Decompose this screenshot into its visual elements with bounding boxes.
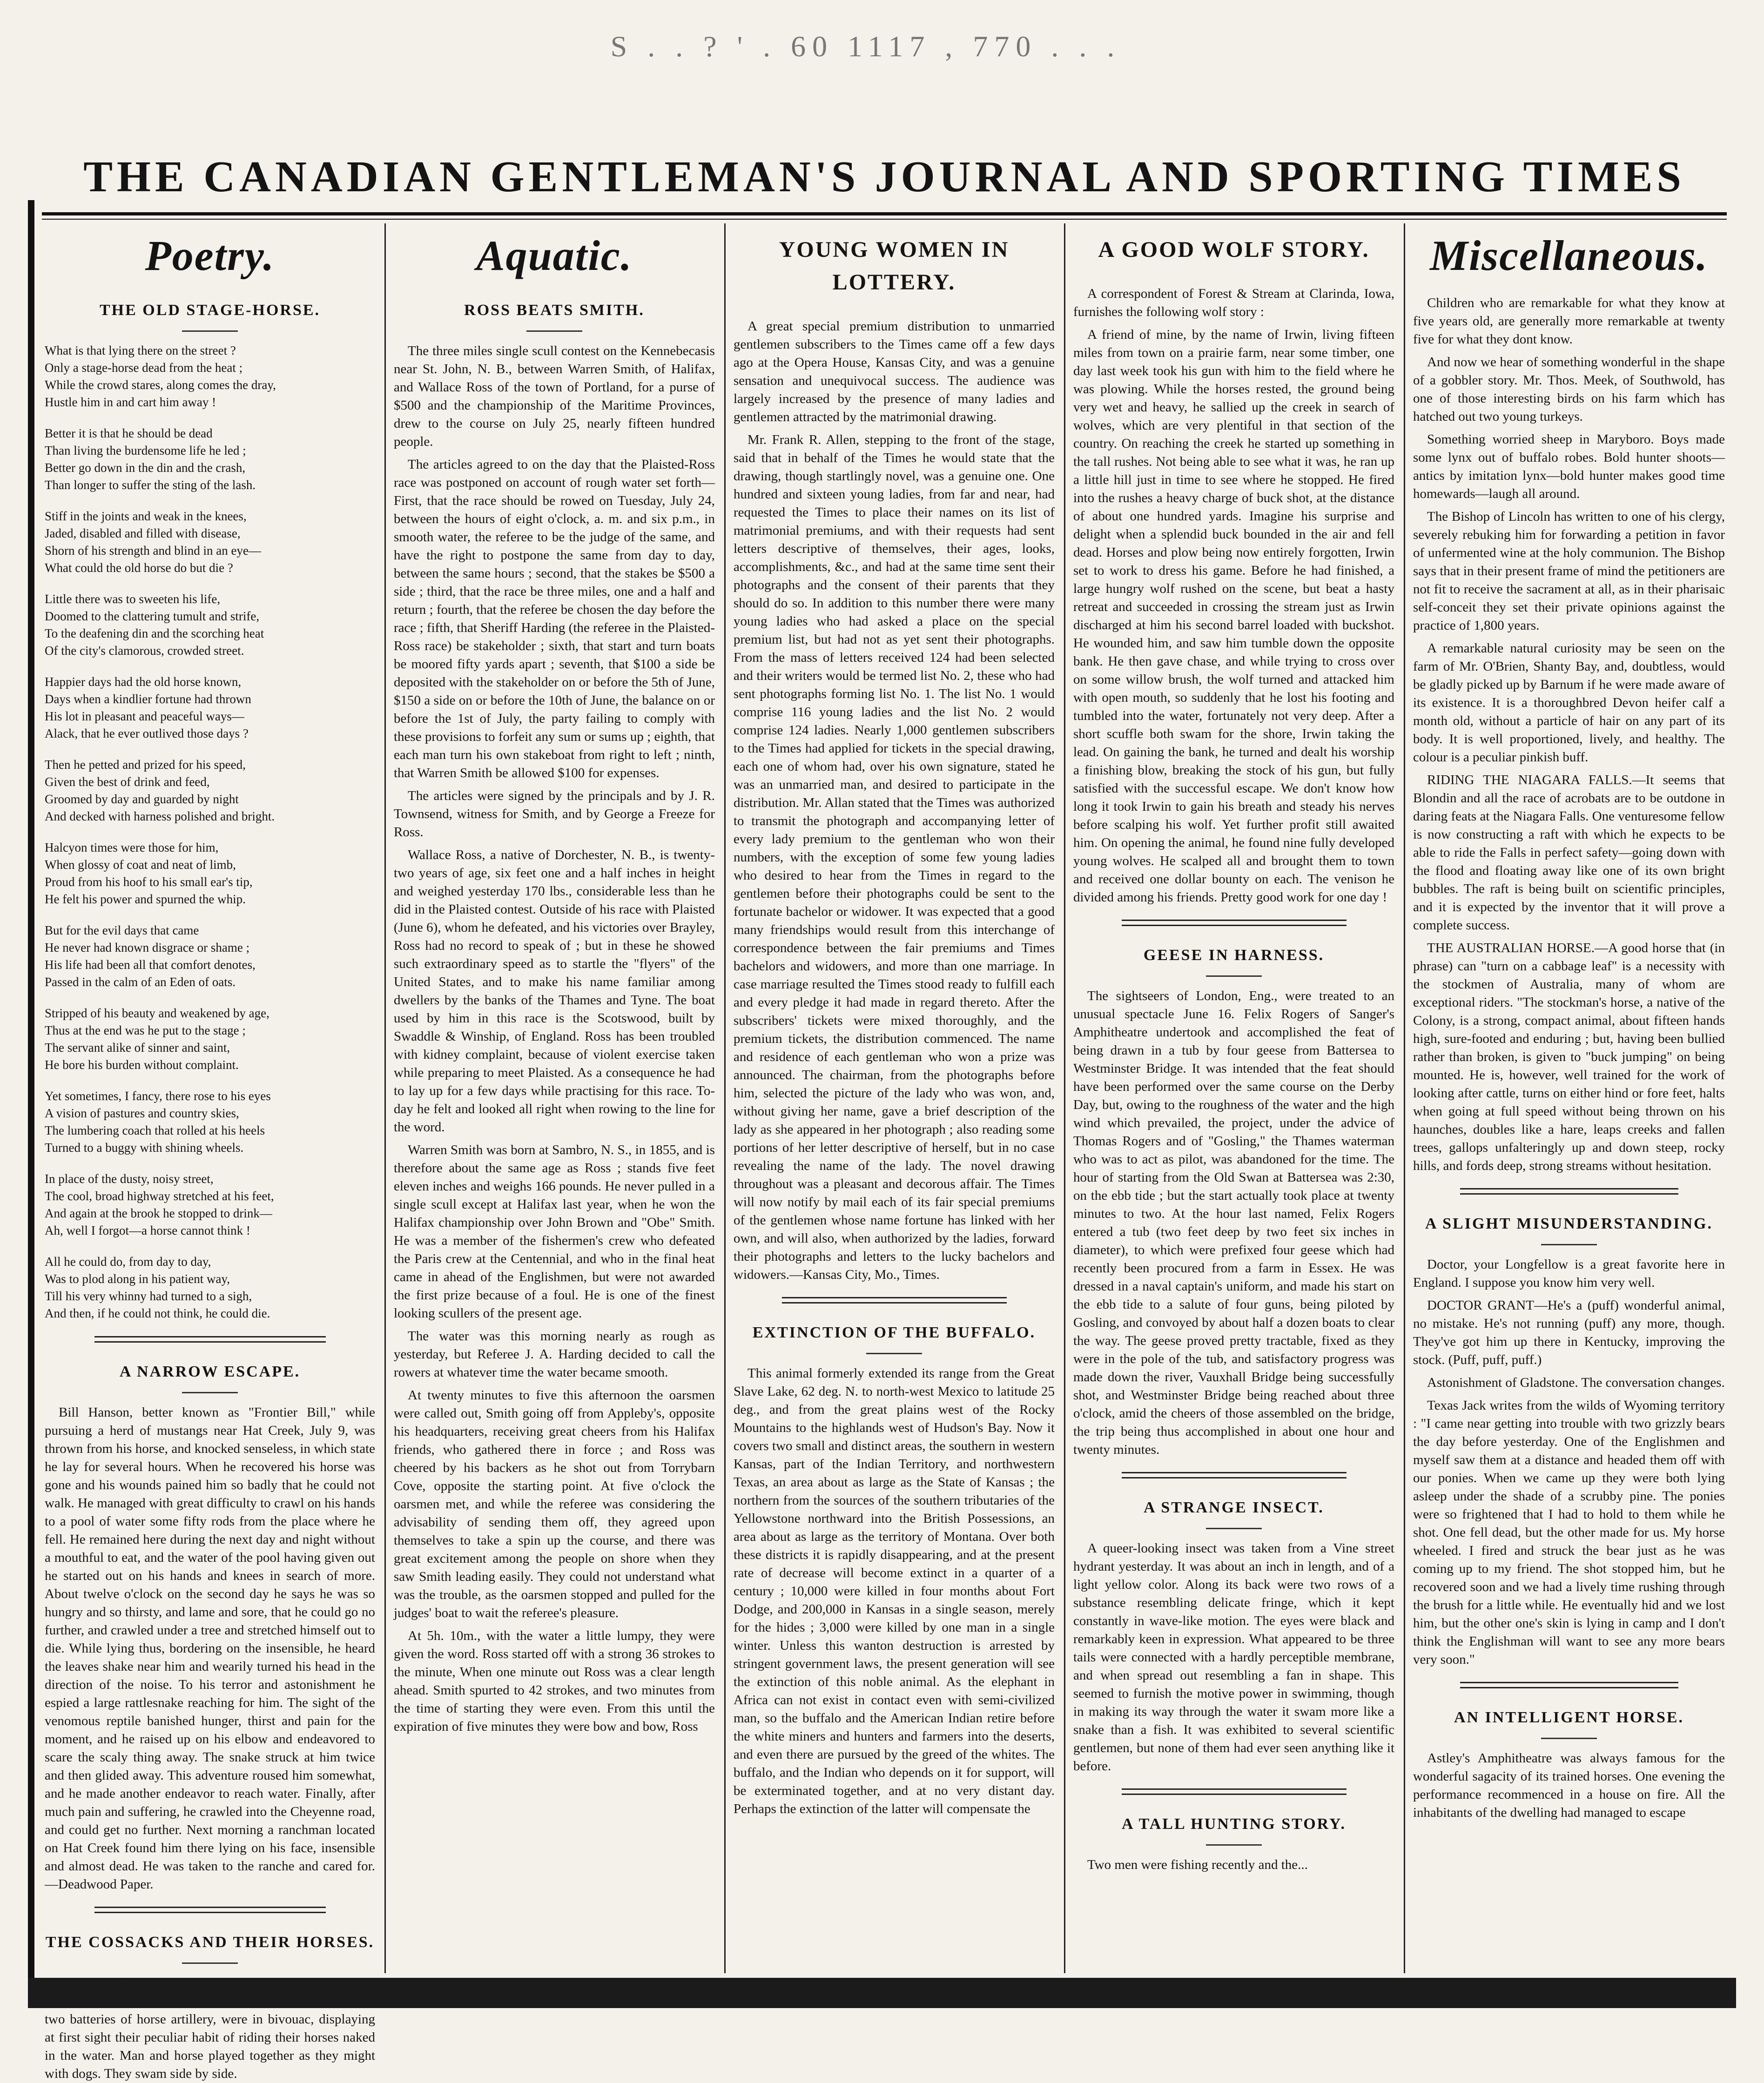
paragraph: A queer-looking insect was taken from a Vine street hydrant yesterday. It was about an inch in length, and of a light yellow color. Along its back were two rows of a substance resembling delicate fringe, which it kept constantly in wave-like motion. The eyes were black and remarkably keen in expression. What appeared to be three tails were connected with a hardly perceptible membrane, and when spread out resembling a fan in shape. This seemed to furnish the motive power in swimming, though in making its way through the water it swam more like a snake than a fish. It was exhibited to several scientific gentlemen, but none of them had ever seen anything like it before. (1073, 1541, 1394, 1774)
poem-line: And then, if he could not think, he could die. (45, 1306, 270, 1320)
article-separator (782, 1297, 1007, 1304)
paragraph: Texas Jack writes from the wilds of Wyoming territory : "I came near getting into trouble with two grizzly bears the day before yesterday. One of the Englishmen and myself saw them at a distance and headed them off with our ponies. When we came up they were both lying asleep under the shade of a scrubby pine. The ponies were so frightened that I had to hold to them while he shot. One fell dead, but the other made for us. My horse wheeled. I fired and struck the bear just as he was coming up to my friend. The shot stopped him, but he recovered soon and we had a lively time rushing through the brush for a little while. He eventually hid and we lost him, but the other one's skin is lying in camp and I don't think the Englishman will want to see any more bears very soon." (1413, 1398, 1725, 1667)
article-separator (1460, 1682, 1678, 1688)
masthead-rule-thin (42, 219, 1727, 220)
poem-line: Of the city's clamorous, crowded street. (45, 644, 244, 658)
paragraph: A great special premium distribution to unmarried gentlemen subscribers to the Times came off a few days ago at the Opera House, Kansas City, and was a genuine sensation and unequivocal success. The audience was largely increased by the presence of many ladies and gentlemen attracted by the matrimonial drawing. (734, 319, 1055, 424)
article-body (734, 1364, 1055, 1818)
article-body (1073, 285, 1394, 907)
poem-stanza (45, 591, 375, 659)
poem-line: While the crowd stares, along comes the dray, (45, 378, 276, 392)
article-separator (1122, 1472, 1347, 1478)
poem-title: THE OLD STAGE-HORSE. (99, 302, 321, 319)
poem-stanza (45, 342, 375, 411)
poem-line: Only a stage-horse dead from the heat ; (45, 361, 243, 375)
paragraph: Astley's Amphitheatre was always famous for the wonderful sagacity of its trained horses. One evening the performance recommenced in a house on fire. All the inhabitants of the dwelling had managed to escape (1413, 1751, 1725, 1820)
article-title: A NARROW ESCAPE. (119, 1363, 301, 1380)
article-body (394, 342, 715, 1736)
column-four (1073, 223, 1394, 1973)
poem-line: But for the evil days that came (45, 923, 199, 937)
poem-line: Doomed to the clattering tumult and strife, (45, 609, 260, 623)
paragraph: The sightseers of London, Eng., were treated to an unusual spectacle June 16. Felix Rogers of Sanger's Amphitheatre undertook and accomplished the feat of being drawn in a tub by four geese from Battersea to Westminster Bridge. It was intended that the feat should have been performed over the same course on the Derby Day, but, owing to the roughness of the water and the high wind which prevailed, the project, under the advice of Thomas Rogers and of "Gosling," the Thames waterman who was to act as pilot, was abandoned for the time. The hour of starting from the Old Swan at Battersea was 2:30, on the ebb tide ; but the start actually took place at twenty minutes to two. At the hour last named, Felix Rogers entered a tub (two feet deep by two feet six inches in diameter), to which were prefixed four geese which had recently been procured from a farm in Essex. He was dressed in a naval captain's uniform, and made his start on the ebb tide to a salute of four guns, being piloted by Gosling, and convoyed by about half a dozen boats to clear the way. The geese proved pretty tractable, fixed as they were in the pole of the tub, and satisfactory progress was made down the river, Vauxhall Bridge being successfully shot, and Westminster Bridge being reached about three o'clock, amid the cheers of those assembled on the bridge, the trip being thus accomplished in about one hour and twenty minutes. (1073, 988, 1394, 1457)
poem-stanza (45, 922, 375, 991)
article-body (45, 1404, 375, 1894)
poem-line: Till his very whinny had turned to a sigh, (45, 1289, 252, 1303)
poem-line: His life had been all that comfort denotes, (45, 958, 256, 972)
poem-line: Happier days had the old horse known, (45, 675, 242, 689)
poem-line: He never had known disgrace or shame ; (45, 941, 250, 954)
poem-stanza (45, 1088, 375, 1156)
poem-line: Better it is that he should be dead (45, 426, 213, 440)
article-body (1413, 294, 1725, 1175)
paragraph: And now we hear of something wonderful in the shape of a gobbler story. Mr. Thos. Meek, of Southwold, has one of those interesting birds on his farm which has hatched out two young turkeys. (1413, 355, 1725, 424)
paragraph: The three miles single scull contest on the Kennebecasis near St. John, N. B., between Warren Smith, of Halifax, and Wallace Ross of the town of Portland, for a purse of $500 and the championship of the Maritime Provinces, drew to the course on July 25, nearly fifteen hundred people. (394, 343, 715, 449)
poem-stanza (45, 839, 375, 908)
article-title: A SLIGHT MISUNDERSTANDING. (1425, 1215, 1713, 1232)
poem-stanza (45, 425, 375, 494)
poem-stanza (45, 508, 375, 577)
poem-line: The lumbering coach that rolled at his heels (45, 1123, 265, 1137)
poem-line: Yet sometimes, I fancy, there rose to his eyes (45, 1089, 271, 1103)
article-title: A TALL HUNTING STORY. (1122, 1815, 1346, 1833)
poem-line: What is that lying there on the street ? (45, 343, 236, 357)
poem-line: Better go down in the din and the crash, (45, 461, 246, 475)
title-rule (182, 1962, 238, 1964)
article-separator (1460, 1188, 1678, 1195)
poem-line: Ah, well I forgot—a horse cannot think ! (45, 1223, 250, 1237)
article-body (1413, 1749, 1725, 1822)
paragraph: Mr. Frank R. Allen, stepping to the front of the stage, said that in behalf of the Times he would state that the drawing, though startlingly novel, was a genuine one. One hundred and sixteen young ladies, from far and near, had requested the Times to place their names on its list of matrimonial premiums, and with their requests had sent letters descriptive of themselves, their ages, looks, accomplishments, &c., and had at the same time sent their photographs and the consent of their parents that they should do so. In addition to this number there were many young ladies who had asked a place on the special premium list, but had not as yet sent their photographs. From the mass of letters received 124 had been selected and their writers would be termed list No. 2, these who had sent photographs forming list No. 1. The list No. 1 would comprise 116 young ladies and the list No. 2 would comprise 124 ladies. Nearly 1,000 gentlemen subscribers to the Times had applied for tickets in the special drawing, each one of whom had, over his own signature, stated he was an unmarried man, and desired to participate in the distribution. Mr. Allan stated that the Times was authorized to transmit the photograph and accompanying letter of every lady premium to the gentleman who won their numbers, with the exception of some few young ladies who desired to hear from the Times in regard to the gentlemen before their photographs could be sent to the fortunate bachelor or widower. It was expected that a good many friendships would result from this interchange of correspondence between the fair premiums and Times bachelors and widowers, and more than one marriage. In case marriage resulted the Times stood ready to fulfill each and every pledge it had made in regard thereto. After the subscribers' tickets were mixed thoroughly, and the premium tickets, the distribution commenced. The name and residence of each gentleman who won a prize was announced. The chairman, from the photographs before him, selected the picture of the lady who was won, and, without giving her name, gave a brief description of the lady as she appeared in her photograph ; also reading some portions of her letter descriptive of herself, but in no case revealing the name of the lady. The novel drawing throughout was a pleasant and decorous affair. The Times will now notify by mail each of its fair special premiums of the gentlemen whose name fortune has linked with her own, and will also, when authorized by the ladies, forward their photographs and letters to the lucky bachelors and widowers.—Kansas City, Mo., Times. (734, 432, 1055, 1282)
poem-line: He bore his burden without complaint. (45, 1058, 239, 1072)
poem-body (45, 342, 375, 1322)
poem-stanza (45, 673, 375, 742)
poem-stanza (45, 1253, 375, 1322)
title-rule (1206, 1528, 1262, 1529)
poem-line: Then he petted and prized for his speed, (45, 758, 246, 772)
poem-line: Stripped of his beauty and weakened by age, (45, 1006, 269, 1020)
title-rule (526, 330, 582, 332)
poem-line: He felt his power and spurned the whip. (45, 892, 246, 906)
poem-line: A vision of pastures and country skies, (45, 1106, 239, 1120)
poem-line: Jaded, disabled and filled with disease, (45, 526, 241, 540)
paragraph: A friend of mine, by the name of Irwin, living fifteen miles from town on a prairie farm, near some timber, one day last week took his gun with him to the field where he was plowing. While the horses rested, the ground being very wet and heavy, he sallied up the creek in search of wolves, which are very plentiful in that section of the country. On reaching the creek he started up something in the tall rushes. Not being able to see what it was, he ran up a little hill just in time to see where he stopped. He fired into the rushes a heavy charge of buck shot, at the distance of about one hundred yards. Imagine his surprise and delight when a splendid buck bounded in the air and fell dead. Horses and plow being now entirely forgotten, Irwin set to work to dress his game. Before he had finished, a large hungry wolf rushed on the scene, but beat a hasty retreat and succeeded in crossing the stream just as Irwin discharged at him his second barrel loaded with buckshot. He wounded him, and saw him tumble down the opposite bank. He then gave chase, and while trying to cross over on some willow brush, the wolf turned and attacked him with open mouth, so suddenly that he lost his footing and tumbled into the water, fortunately not very deep. After a short scuffle both swam for the shore, Irwin taking the lead. On gaining the bank, he turned and dealt his worship a finishing blow, breaking the stock of his gun, but fully satisfied with the successful escape. We don't know how long it took Irwin to gain his breath and steady his nerves before scalping his wolf. Yet further profit still awaited him. On opening the animal, he found nine fully developed young wolves. He scalped all and brought them to town and received one dollar bounty on each. The venison he divided among his friends. Pretty good work for one day ! (1073, 327, 1394, 905)
poem-line: Groomed by day and guarded by night (45, 792, 239, 806)
article-body (1073, 1539, 1394, 1775)
article-separator (94, 1907, 326, 1913)
poem-line: Days when a kindlier fortune had thrown (45, 692, 251, 706)
poem-line: Than living the burdensome life he led ; (45, 443, 246, 457)
poem-line: Proud from his hoof to his small ear's tip, (45, 875, 253, 889)
title-rule (866, 1353, 922, 1354)
paragraph: Doctor, your Longfellow is a great favorite here in England. I suppose you know him very well. (1413, 1257, 1725, 1290)
poem-line: The cool, broad highway stretched at his feet, (45, 1189, 274, 1203)
paragraph: This animal formerly extended its range from the Great Slave Lake, 62 deg. N. to north-west Mexico to latitude 25 deg., and from the great plains west of the Rocky Mountains to the highlands west of Hudson's Bay. Now it covers two small and distinct areas, the southern in western Kansas, part of the Indian Territory, and northwestern Texas, an area about as large as the State of Kansas ; the northern from the sources of the southern tributaries of the Yellowstone northward into the British Possessions, an area about as large as the territory of Montana. Over both these districts it is rapidly disappearing, and at the present rate of decrease will become extinct in a quarter of a century ; 10,000 were killed in four months about Fort Dodge, and 200,000 in Kansas in a single season, merely for the hides ; 3,000 were killed by one man in a single winter. Unless this wanton destruction is arrested by stringent government laws, the present generation will see the extinction of this noble animal. As the elephant in Africa can not exist in contact even with semi-civilized man, so the buffalo and the American Indian retire before the white miners and hunters and farmers into the deserts, and even there are pursued by the greed of the whites. The buffalo, and the Indian who depends on it for support, will be exterminated together, and at no very distant day. Perhaps the extinction of the latter will compensate the (734, 1366, 1055, 1816)
paragraph: At twenty minutes to five this afternoon the oarsmen were called out, Smith going off from Appleby's, opposite his headquarters, receiving great cheers from his Halifax friends, who gathered there in force ; and Ross was cheered by his backers as he shot out from Torrybarn Cove, opposite the starting point. At five o'clock the oarsmen met, and while the referee was considering the advisability of sending them off, they agreed upon themselves to take a spin up the course, and there was great excitement among the people on shore when they saw Smith leading easily. They could not understand what was the trouble, as the oarsmen stopped and pulled for the judges' boat to wait the referee's pleasure. (394, 1388, 715, 1620)
poem-line: When glossy of coat and neat of limb, (45, 858, 236, 872)
paragraph: The articles agreed to on the day that the Plaisted-Ross race was postponed on account of rough water set forth—First, that the race should be rowed on Tuesday, July 24, between the hours of eight o'clock, a. m. and six p.m., in smooth water, the referee to be the judge of the same, and have the right to postpone the same from day to day, between the same hours ; second, that the stakes be $500 a side ; third, that the race be three miles, one and a half and return ; fourth, that the referee be chosen the day before the race ; fifth, that Sheriff Harding (the referee in the Plaisted-Ross race) be stakeholder ; sixth, that start and turn boats be moored fifty yards apart ; seventh, that $100 a side be deposited with the stakeholder on or before the 5th of June, $150 a side on or before the 10th of June, the balance on or before the 1st of July, the party failing to comply with these provisions to forfeit any sum or sums up ; eighth, that each man turn his own stakeboat from right to left ; ninth, that Warren Smith be allowed $100 for expenses. (394, 457, 715, 780)
masthead: THE CANADIAN GENTLEMAN'S JOURNAL AND SPORTING TIMES (83, 153, 1685, 201)
article-title: GEESE IN HARNESS. (1143, 947, 1325, 964)
column-three (734, 223, 1055, 1973)
column-divider (1064, 223, 1065, 1973)
column-divider (724, 223, 726, 1973)
article-separator (1122, 920, 1347, 926)
paragraph: Children who are remarkable for what they know at five years old, are generally more remarkable at twenty five for what they dont know. (1413, 296, 1725, 347)
poem-line: Thus at the end was he put to the stage ; (45, 1023, 246, 1037)
poem-line: Given the best of drink and feed, (45, 775, 210, 789)
paragraph: Wallace Ross, a native of Dorchester, N. B., is twenty-two years of age, six feet one and a half inches in height and weighed yesterday 170 lbs., considerable less than he did in the Plaisted contest. Outside of his race with Plaisted (June 6), whom he defeated, and his victories over Brayley, Ross had no record to speak of ; but in these he showed such extraordinary speed as to startle the "flyers" of the United States, and to make his name familiar among dwellers by the banks of the Thames and Tyne. The boat used by him in this race is the Scotswood, built by Swaddle & Winship, of England. Ross has been troubled with kidney complaint, because of violent exercise taken while preparing to meet Plaisted. As a consequence he had to lay up for a few days while practising for this race. To-day he felt and looked all right when rowing to the line for the word. (394, 847, 715, 1135)
page-edge (28, 200, 34, 1978)
paragraph: A remarkable natural curiosity may be seen on the farm of Mr. O'Brien, Shanty Bay, and, doubtless, would be gladly picked up by Barnum if he were made aware of its existence. It is a thoroughbred Devon heifer calf a month old, without a particle of hair on any part of its body. It is well proportioned, lively, and healthy. The colour is a peculiar pinkish buff. (1413, 641, 1725, 765)
section-heading-miscellaneous: Miscellaneous. (1430, 232, 1708, 279)
poem-line: His lot in pleasant and peaceful ways— (45, 709, 244, 723)
poem-line: Turned to a buggy with shining wheels. (45, 1141, 244, 1155)
article-body (734, 317, 1055, 1284)
poem-line: Than longer to suffer the sting of the lash. (45, 478, 256, 492)
paragraph: THE AUSTRALIAN HORSE.—A good horse that (in phrase) can "turn on a cabbage leaf" is a necessity with the stockmen of Australia, many of whom are exceptional riders. "The stockman's horse, a native of the Colony, is a strong, compact animal, about fifteen hands high, sure-footed and enduring ; but, having been bullied rather than broken, is given to "buck jumping" on being mounted. He is, however, well trained for the work of looking after cattle, turns on either hind or fore feet, halts when going at full speed without being thrown on his haunches, doubles like a hare, leaps creeks and fallen trees, gallops unfalteringly up and down steep, rocky hills, and fords deep, strong streams without hesitation. (1413, 941, 1725, 1173)
paragraph: The articles were signed by the principals and by J. R. Townsend, witness for Smith, and by George a Freeze for Ross. (394, 788, 715, 840)
poem-line: Stiff in the joints and weak in the knees, (45, 509, 247, 523)
poem-line: And again at the brook he stopped to drink— (45, 1206, 272, 1220)
paragraph: DOCTOR GRANT—He's a (puff) wonderful animal, no mistake. He's not running (puff) any more, though. They've got him up there in Kentucky, improving the stock. (Puff, puff, puff.) (1413, 1298, 1725, 1367)
poem-stanza (45, 1170, 375, 1239)
title-rule (182, 1392, 238, 1393)
paragraph: A correspondent of Forest & Stream at Clarinda, Iowa, furnishes the following wolf story : (1073, 286, 1394, 319)
poem-line: In place of the dusty, noisy street, (45, 1172, 214, 1186)
poem-line: Alack, that he ever outlived those days ? (45, 726, 249, 740)
poem-line: Was to plod along in his patient way, (45, 1272, 230, 1286)
paragraph: Two men were fishing recently and the... (1087, 1857, 1308, 1872)
paragraph: Warren Smith was born at Sambro, N. S., in 1855, and is therefore about the same age as Ross ; stands five feet eleven inches and weighs 166 pounds. He never pulled in a single scull except at Halifax last year, when he won the Halifax championship over John Brown and "Obe" Smith. He was a member of the fishermen's crew who defeated the Paris crew at the Centennial, and who in the final heat came in ahead of the Englishmen, but were not awarded the first prize because of a foul. He is one of the finest looking scullers of the present age. (394, 1142, 715, 1321)
article-separator (1122, 1788, 1347, 1795)
section-heading-aquatic: Aquatic. (476, 232, 633, 279)
poem-line: Hustle him in and cart him away ! (45, 395, 216, 409)
article-title: AN INTELLIGENT HORSE. (1454, 1709, 1684, 1726)
paragraph: two batteries of horse artillery, were in bivouac, displaying at first sight their peculiar habit of riding their horses naked in the water. Man and horse played together as they might with dogs. They swam side by side. (45, 2012, 375, 2081)
column-divider (1404, 223, 1405, 1973)
article-title: YOUNG WOMEN IN LOTTERY. (779, 237, 1010, 295)
article-body (1073, 1856, 1394, 1874)
poem-stanza (45, 756, 375, 825)
column-divider (384, 223, 386, 1973)
column-poetry (45, 223, 375, 2081)
poem-line: To the deafening din and the scorching heat (45, 626, 264, 640)
title-rule (1541, 1244, 1597, 1245)
title-rule (182, 330, 238, 332)
poem-stanza (45, 1005, 375, 1074)
article-title: A GOOD WOLF STORY. (1098, 237, 1370, 262)
title-rule (1206, 975, 1262, 977)
paragraph: Bill Hanson, better known as "Frontier Bill," while pursuing a herd of mustangs near Hat Creek, July 9, was thrown from his horse, and knocked senseless, in which state he lay for several hours. When he recovered his horse was gone and his wounds pained him so badly that he could not walk. He managed with great difficulty to crawl on his hands to a pool of water some fifty rods from the place where he fell. He remained here during the next day and night without a mouthful to eat, and the water of the pool having given out he started out on his hands and knees in search of more. About twelve o'clock on the second day he says he was so hungry and so thirsty, and lame and sore, that he could go no further, and crawled under a tree and stretched himself out to die. While lying thus, bordering on the insensible, he heard the leaves shake near him and wearily turned his head in the direction of the noise. To his terror and astonishment he espied a large rattlesnake reaching for him. The sight of the venomous reptile banished hunger, thirst and pain for the moment, and he raised up on his elbow and endeavored to scare the scaly thing away. The snake struck at him twice and then glided away. This adventure roused him somewhat, and he made another endeavor to reach water. Finally, after much pain and suffering, he crawled into the Cheyenne road, and could get no further. Next morning a ranchman located on Hat Creek found him there lying on his face, insensible and almost dead. He was taken to the ranche and cared for.—Deadwood Paper. (45, 1405, 375, 1892)
title-rule (1541, 1738, 1597, 1739)
column-aquatic (394, 223, 715, 1973)
article-body (1413, 1256, 1725, 1669)
paragraph: Something worried sheep in Maryboro. Boys made some lynx out of buffalo robes. Bold hunter shoots—antics by imitation lynx—bold hunter makes good time homewards—laugh all around. (1413, 432, 1725, 501)
poem-line: Halcyon times were those for him, (45, 840, 219, 854)
article-title: A STRANGE INSECT. (1144, 1499, 1324, 1516)
article-title: EXTINCTION OF THE BUFFALO. (752, 1324, 1036, 1341)
article-body (1073, 987, 1394, 1459)
poem-line: The servant alike of sinner and saint, (45, 1041, 230, 1055)
poem-line: Shorn of his strength and blind in an eye— (45, 544, 261, 558)
paragraph: At 5h. 10m., with the water a little lumpy, they were given the word. Ross started off with a strong 36 strokes to the minute, When one minute out Ross was a clear length ahead. Smith spurted to 42 strokes, and two minutes from the time of starting they were even. From this until the expiration of five minutes they were bow and bow, Ross (394, 1628, 715, 1734)
masthead-rule (42, 212, 1727, 215)
paragraph: RIDING THE NIAGARA FALLS.—It seems that Blondin and all the race of acrobats are to be outdone in daring feats at the Niagara Falls. One venturesome fellow is now constructing a raft with which he expects to be able to ride the Falls in perfect safety—going down with the flood and floating away like one of its own bright bubbles. The raft is being built on scientific principles, and it is expected by the inventor that it will prove a complete success. (1413, 773, 1725, 933)
poem-line: What could the old horse do but die ? (45, 561, 233, 575)
paragraph: The water was this morning nearly as rough as yesterday, but Referee J. A. Harding decided to call the rowers at whatever time the water became smooth. (394, 1329, 715, 1380)
paragraph: Astonishment of Gladstone. The conversation changes. (1427, 1375, 1725, 1390)
poem-line: Passed in the calm of an Eden of oats. (45, 975, 236, 989)
article-title: THE COSSACKS AND THEIR HORSES. (45, 1934, 375, 1951)
scan-bottom-edge (28, 1978, 1736, 2008)
poem-line: All he could do, from day to day, (45, 1255, 211, 1269)
article-title: ROSS BEATS SMITH. (464, 302, 645, 319)
title-rule (1206, 1844, 1262, 1846)
poem-line: Little there was to sweeten his life, (45, 592, 221, 606)
column-miscellaneous (1413, 223, 1725, 1973)
top-scan-text: S . . ? ' . 60 1117 , 770 . . . (610, 30, 1121, 63)
article-separator (94, 1336, 326, 1343)
section-heading-poetry: Poetry. (145, 232, 275, 279)
paragraph: The Bishop of Lincoln has written to one of his clergy, severely rebuking him for forwarding a petition in favor of unfermented wine at the holy communion. The Bishop says that in their present frame of mind the petitioners are not fit to receive the sacrament at all, as in their pharisaic self-conceit they set their private opinions against the practice of 1,800 years. (1413, 509, 1725, 633)
poem-line: And decked with harness polished and bright. (45, 809, 275, 823)
